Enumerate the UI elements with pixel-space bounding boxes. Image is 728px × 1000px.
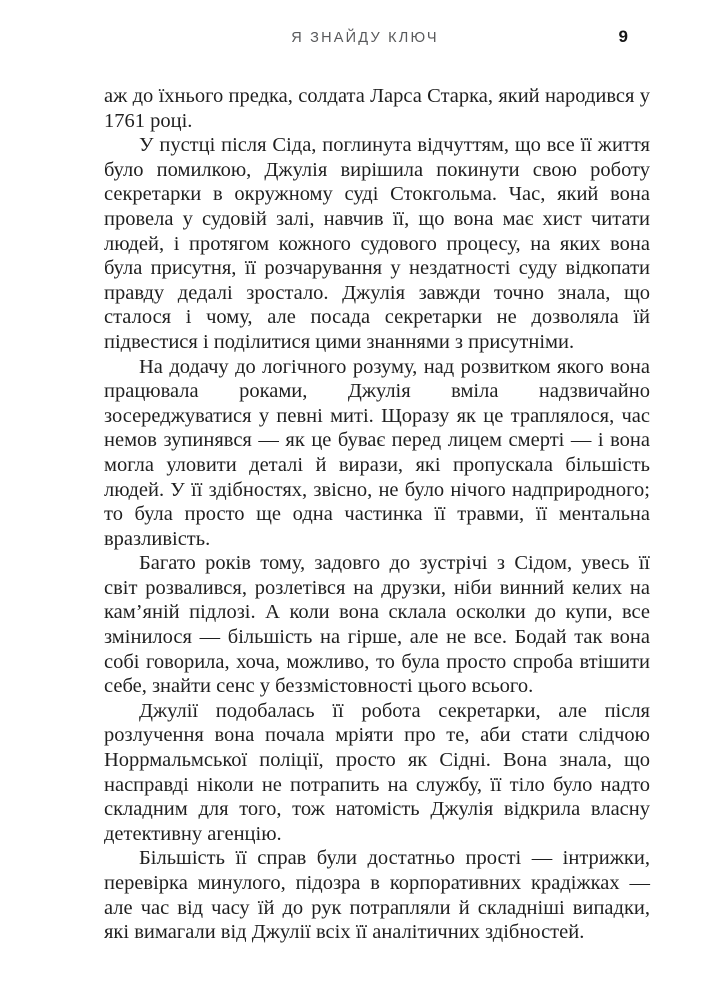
paragraph: У пустці після Сіда, поглинута відчуттям, що все її життя було помилкою, Джулія вирішила покинути свою роботу секретарки в окружному суді Стокгольма. Час, який вона провела у судовій залі, навчив її, що вона має хист читати людей, і протягом кожного судового процесу, на яких вона була присутня, її розчарування у нездатності суду відкопати правду дедалі зростало. Джулія завжди точно знала, що сталося і чому, але посада секретарки не дозволяла їй підвестися і поділитися цими знаннями з присутніми. [104, 134, 650, 353]
paragraph: Джулії подобалась її робота секретарки, але після розлучення вона почала мріяти про те, аби стати слідчою Норрмальмської поліції, просто як Сідні. Вона знала, що насправді ніколи не потрапить на службу, її тіло було надто складним для того, тож натомість Джулія відкрила власну детективну агенцію. [104, 699, 650, 845]
page-body [104, 84, 650, 945]
paragraph: На додачу до логічного розуму, над розвитком якого вона працювала роками, Джулія вміла надзвичайно зосереджуватися у певні миті. Щоразу як це траплялося, час немов зупинявся — як це буває перед лицем смерті — і вона могла уловити деталі й вирази, які пропускала більшість людей. У її здібностях, звісно, не було нічого надприродного; то була просто ще одна частинка її травми, її ментальна вразливість. [104, 355, 650, 550]
page-number: 9 [618, 27, 628, 46]
paragraph: Більшість її справ були достатньо прості — інтрижки, перевірка минулого, підозра в корпоративних крадіжках — але час від часу їй до рук потрапляли й складніші випадки, які вимагали від Джулії всіх її аналітичних здібностей. [104, 847, 650, 944]
running-header [104, 27, 628, 46]
running-title: Я ЗНАЙДУ КЛЮЧ [291, 30, 439, 46]
paragraph: аж до їхнього предка, солдата Ларса Старка, який народився у 1761 році. [104, 85, 650, 132]
paragraph: Багато років тому, задовго до зустрічі з Сідом, увесь її світ розвалився, розлетівся на друзки, ніби винний келих на кам’яній підлозі. А коли вона склала осколки до купи, все змінилося — більшість на гірше, але не все. Бодай так вона собі говорила, хоча, можливо, то була просто спроба втішити себе, знайти сенс у беззмістовності цього всього. [104, 552, 650, 698]
